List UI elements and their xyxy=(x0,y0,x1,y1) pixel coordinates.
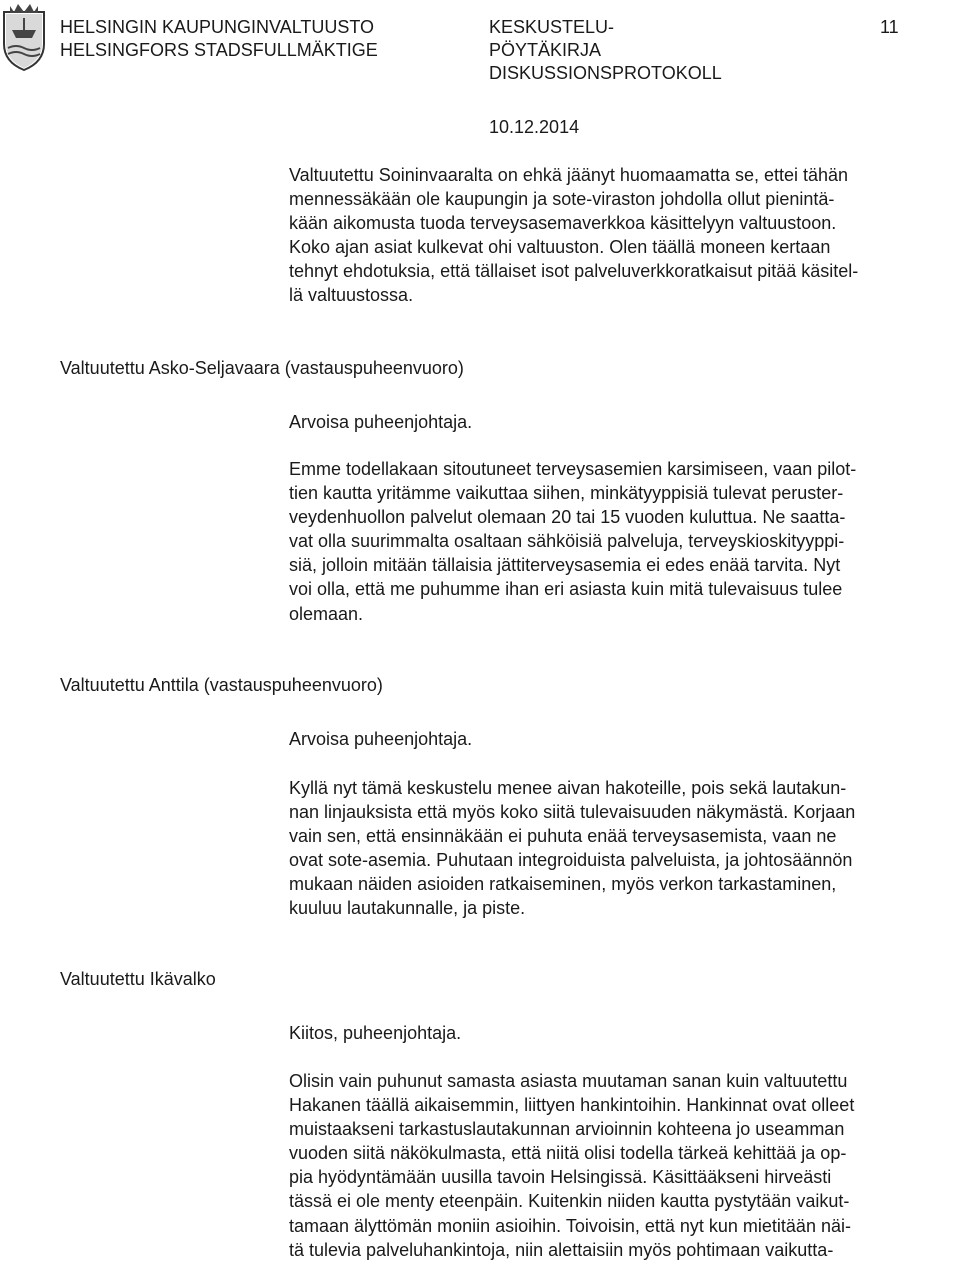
paragraph-line: kuuluu lautakunnalle, ja piste. xyxy=(289,898,526,919)
paragraph-line: veydenhuollon palvelut olemaan 20 tai 15 vuoden kuluttua. Ne saatta- xyxy=(289,507,846,528)
paragraph-line: vuoden siitä näkökulmasta, että niitä olisi todella tärkeä kehittää ja op- xyxy=(289,1143,847,1164)
org-name-finnish: HELSINGIN KAUPUNGINVALTUUSTO xyxy=(60,17,375,37)
paragraph-line: olemaan. xyxy=(289,603,364,624)
doc-type-line2: PÖYTÄKIRJA xyxy=(489,40,602,60)
header-document-type xyxy=(489,16,722,85)
paragraph-line: tässä ei ole menty eteenpäin. Kuitenkin niiden kautta pystytään vaikut- xyxy=(289,1191,850,1212)
helsinki-coat-of-arms-icon xyxy=(0,0,48,72)
paragraph-line: Kyllä nyt tämä keskustelu menee aivan hakoteille, pois sekä lautakun- xyxy=(289,778,847,798)
paragraph-line: muistaakseni tarkastuslautakunnan arvioinnin kohteena jo useamman xyxy=(289,1119,845,1140)
paragraph-line: siä, jolloin mitään tällaisia jättiterveysasemia ei edes enää tarvita. Nyt xyxy=(289,555,841,576)
paragraph-line: kään aikomusta tuoda terveysasemaverkkoa käsittelyyn valtuustoon. xyxy=(289,213,837,234)
paragraph-line: tä tulevia palveluhankintoja, niin alettaisiin myös pohtimaan vaikutta- xyxy=(289,1239,834,1260)
page-number: 11 xyxy=(880,17,899,37)
body-paragraph xyxy=(289,1069,854,1262)
greeting: Kiitos, puheenjohtaja. xyxy=(289,1023,462,1043)
speaker-heading: Valtuutettu Anttila (vastauspuheenvuoro) xyxy=(60,675,383,695)
speaker-heading: Valtuutettu Asko-Seljavaara (vastauspuheenvuoro) xyxy=(60,358,464,378)
paragraph-line: Hakanen täällä aikaisemmin, liittyen hankintoihin. Hankinnat ovat olleet xyxy=(289,1095,855,1116)
paragraph-line: vain sen, että ensinnäkään ei puhuta enää terveysasemista, vaan ne xyxy=(289,826,837,847)
paragraph-line: voi olla, että me puhumme ihan eri asiasta kuin mitä tulevaisuus tulee xyxy=(289,579,843,600)
paragraph-line: ovat sote-asemia. Puhutaan integroiduista palveluista, ja johtosäännön xyxy=(289,850,853,871)
paragraph-line: tamaan älyttömän moniin asioihin. Toivoisin, että nyt kun mietitään näi- xyxy=(289,1215,851,1236)
paragraph-line: tehnyt ehdotuksia, että tällaiset isot palveluverkkoratkaisut pitää käsitel- xyxy=(289,261,859,282)
body-paragraph xyxy=(289,163,858,308)
paragraph-line: mennessäkään ole kaupungin ja sote-viraston johdolla ollut pienintä- xyxy=(289,189,835,210)
paragraph-line: Koko ajan asiat kulkevat ohi valtuuston. Olen täällä moneen kertaan xyxy=(289,237,831,258)
body-paragraph xyxy=(289,776,855,921)
paragraph-line: vat olla suurimmalta osaltaan sähköisiä palveluja, terveyskioskityyppi- xyxy=(289,531,845,552)
greeting: Arvoisa puheenjohtaja. xyxy=(289,412,473,432)
paragraph-line: Valtuutettu Soininvaaralta on ehkä jäänyt huomaamatta se, ettei tähän xyxy=(289,165,849,185)
header-organization xyxy=(60,16,378,62)
doc-type-line3: DISKUSSIONSPROTOKOLL xyxy=(489,63,722,83)
paragraph-line: pia hyödyntämään uusilla tavoin Helsingissä. Käsittääkseni hirveästi xyxy=(289,1167,832,1188)
paragraph-line: Emme todellakaan sitoutuneet terveysasemien karsimiseen, vaan pilot- xyxy=(289,459,857,479)
paragraph-line: lä valtuustossa. xyxy=(289,285,414,306)
paragraph-line: mukaan näiden asioiden ratkaiseminen, myös verkon tarkastaminen, xyxy=(289,874,837,895)
doc-type-line1: KESKUSTELU- xyxy=(489,17,615,37)
org-name-swedish: HELSINGFORS STADSFULLMÄKTIGE xyxy=(60,40,378,60)
paragraph-line: nan linjauksista että myös koko siitä tulevaisuuden näkymästä. Korjaan xyxy=(289,802,856,823)
document-date: 10.12.2014 xyxy=(489,117,580,137)
paragraph-line: tien kautta yritämme vaikuttaa siihen, minkätyyppisiä tulevat peruster- xyxy=(289,483,844,504)
speaker-heading: Valtuutettu Ikävalko xyxy=(60,969,216,989)
body-paragraph xyxy=(289,457,856,626)
greeting: Arvoisa puheenjohtaja. xyxy=(289,729,473,749)
paragraph-line: Olisin vain puhunut samasta asiasta muutaman sanan kuin valtuutettu xyxy=(289,1071,848,1091)
